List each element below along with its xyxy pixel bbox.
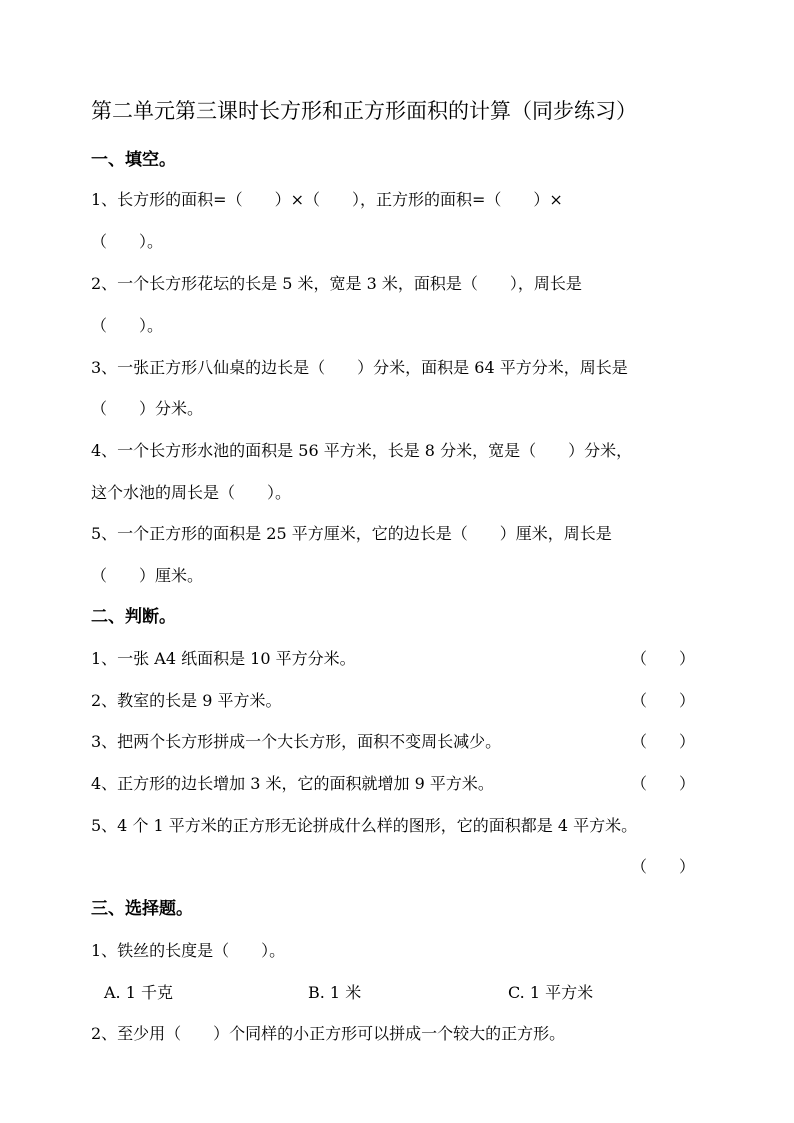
section-heading-judge: 二、判断。 (91, 607, 176, 627)
section-heading-fill: 一、填空。 (91, 150, 176, 170)
fill-line-4: 4、一个长方形水池的面积是 56 平方米，长是 8 分米，宽是（ ）分米， (91, 441, 633, 460)
choice-option-b: B. 1 米 (308, 983, 362, 1002)
judge-answer-blank: （ ） (631, 732, 696, 751)
page-title: 第二单元第三课时长方形和正方形面积的计算（同步练习） (91, 99, 637, 123)
judge-answer-blank: （ ） (631, 774, 696, 793)
fill-line-5: 5、一个正方形的面积是 25 平方厘米，它的边长是（ ）厘米，周长是 (91, 524, 612, 543)
judge-answer-blank: （ ） (631, 857, 696, 876)
fill-line-1: 1、长方形的面积=（ ）×（ ），正方形的面积=（ ）× (91, 190, 563, 209)
judge-question: 5、4 个 1 平方米的正方形无论拼成什么样的图形，它的面积都是 4 平方米。 (91, 816, 638, 835)
judge-question: 3、把两个长方形拼成一个大长方形，面积不变周长减少。 (91, 732, 502, 751)
judge-question: 4、正方形的边长增加 3 米，它的面积就增加 9 平方米。 (91, 774, 494, 793)
fill-line-5-cont: （ ）厘米。 (91, 566, 204, 585)
choice-option-c: C. 1 平方米 (508, 983, 594, 1002)
section-heading-choice: 三、选择题。 (91, 899, 193, 919)
fill-line-2-cont: （ ）。 (91, 316, 164, 335)
choice-option-a: A. 1 千克 (104, 983, 173, 1002)
choice-question-1: 1、铁丝的长度是（ ）。 (91, 941, 286, 960)
judge-question: 2、教室的长是 9 平方米。 (91, 691, 282, 710)
choice-question-2: 2、至少用（ ）个同样的小正方形可以拼成一个较大的正方形。 (91, 1024, 566, 1043)
fill-line-4-cont: 这个水池的周长是（ ）。 (91, 483, 292, 502)
fill-line-1-cont: （ ）。 (91, 232, 164, 251)
judge-question: 1、一张 A4 纸面积是 10 平方分米。 (91, 649, 356, 668)
fill-line-2: 2、一个长方形花坛的长是 5 米，宽是 3 米，面积是（ ），周长是 (91, 274, 582, 293)
fill-line-3: 3、一张正方形八仙桌的边长是（ ）分米，面积是 64 平方分米，周长是 (91, 358, 628, 377)
fill-line-3-cont: （ ）分米。 (91, 399, 204, 418)
judge-answer-blank: （ ） (631, 691, 696, 710)
judge-answer-blank: （ ） (631, 649, 696, 668)
